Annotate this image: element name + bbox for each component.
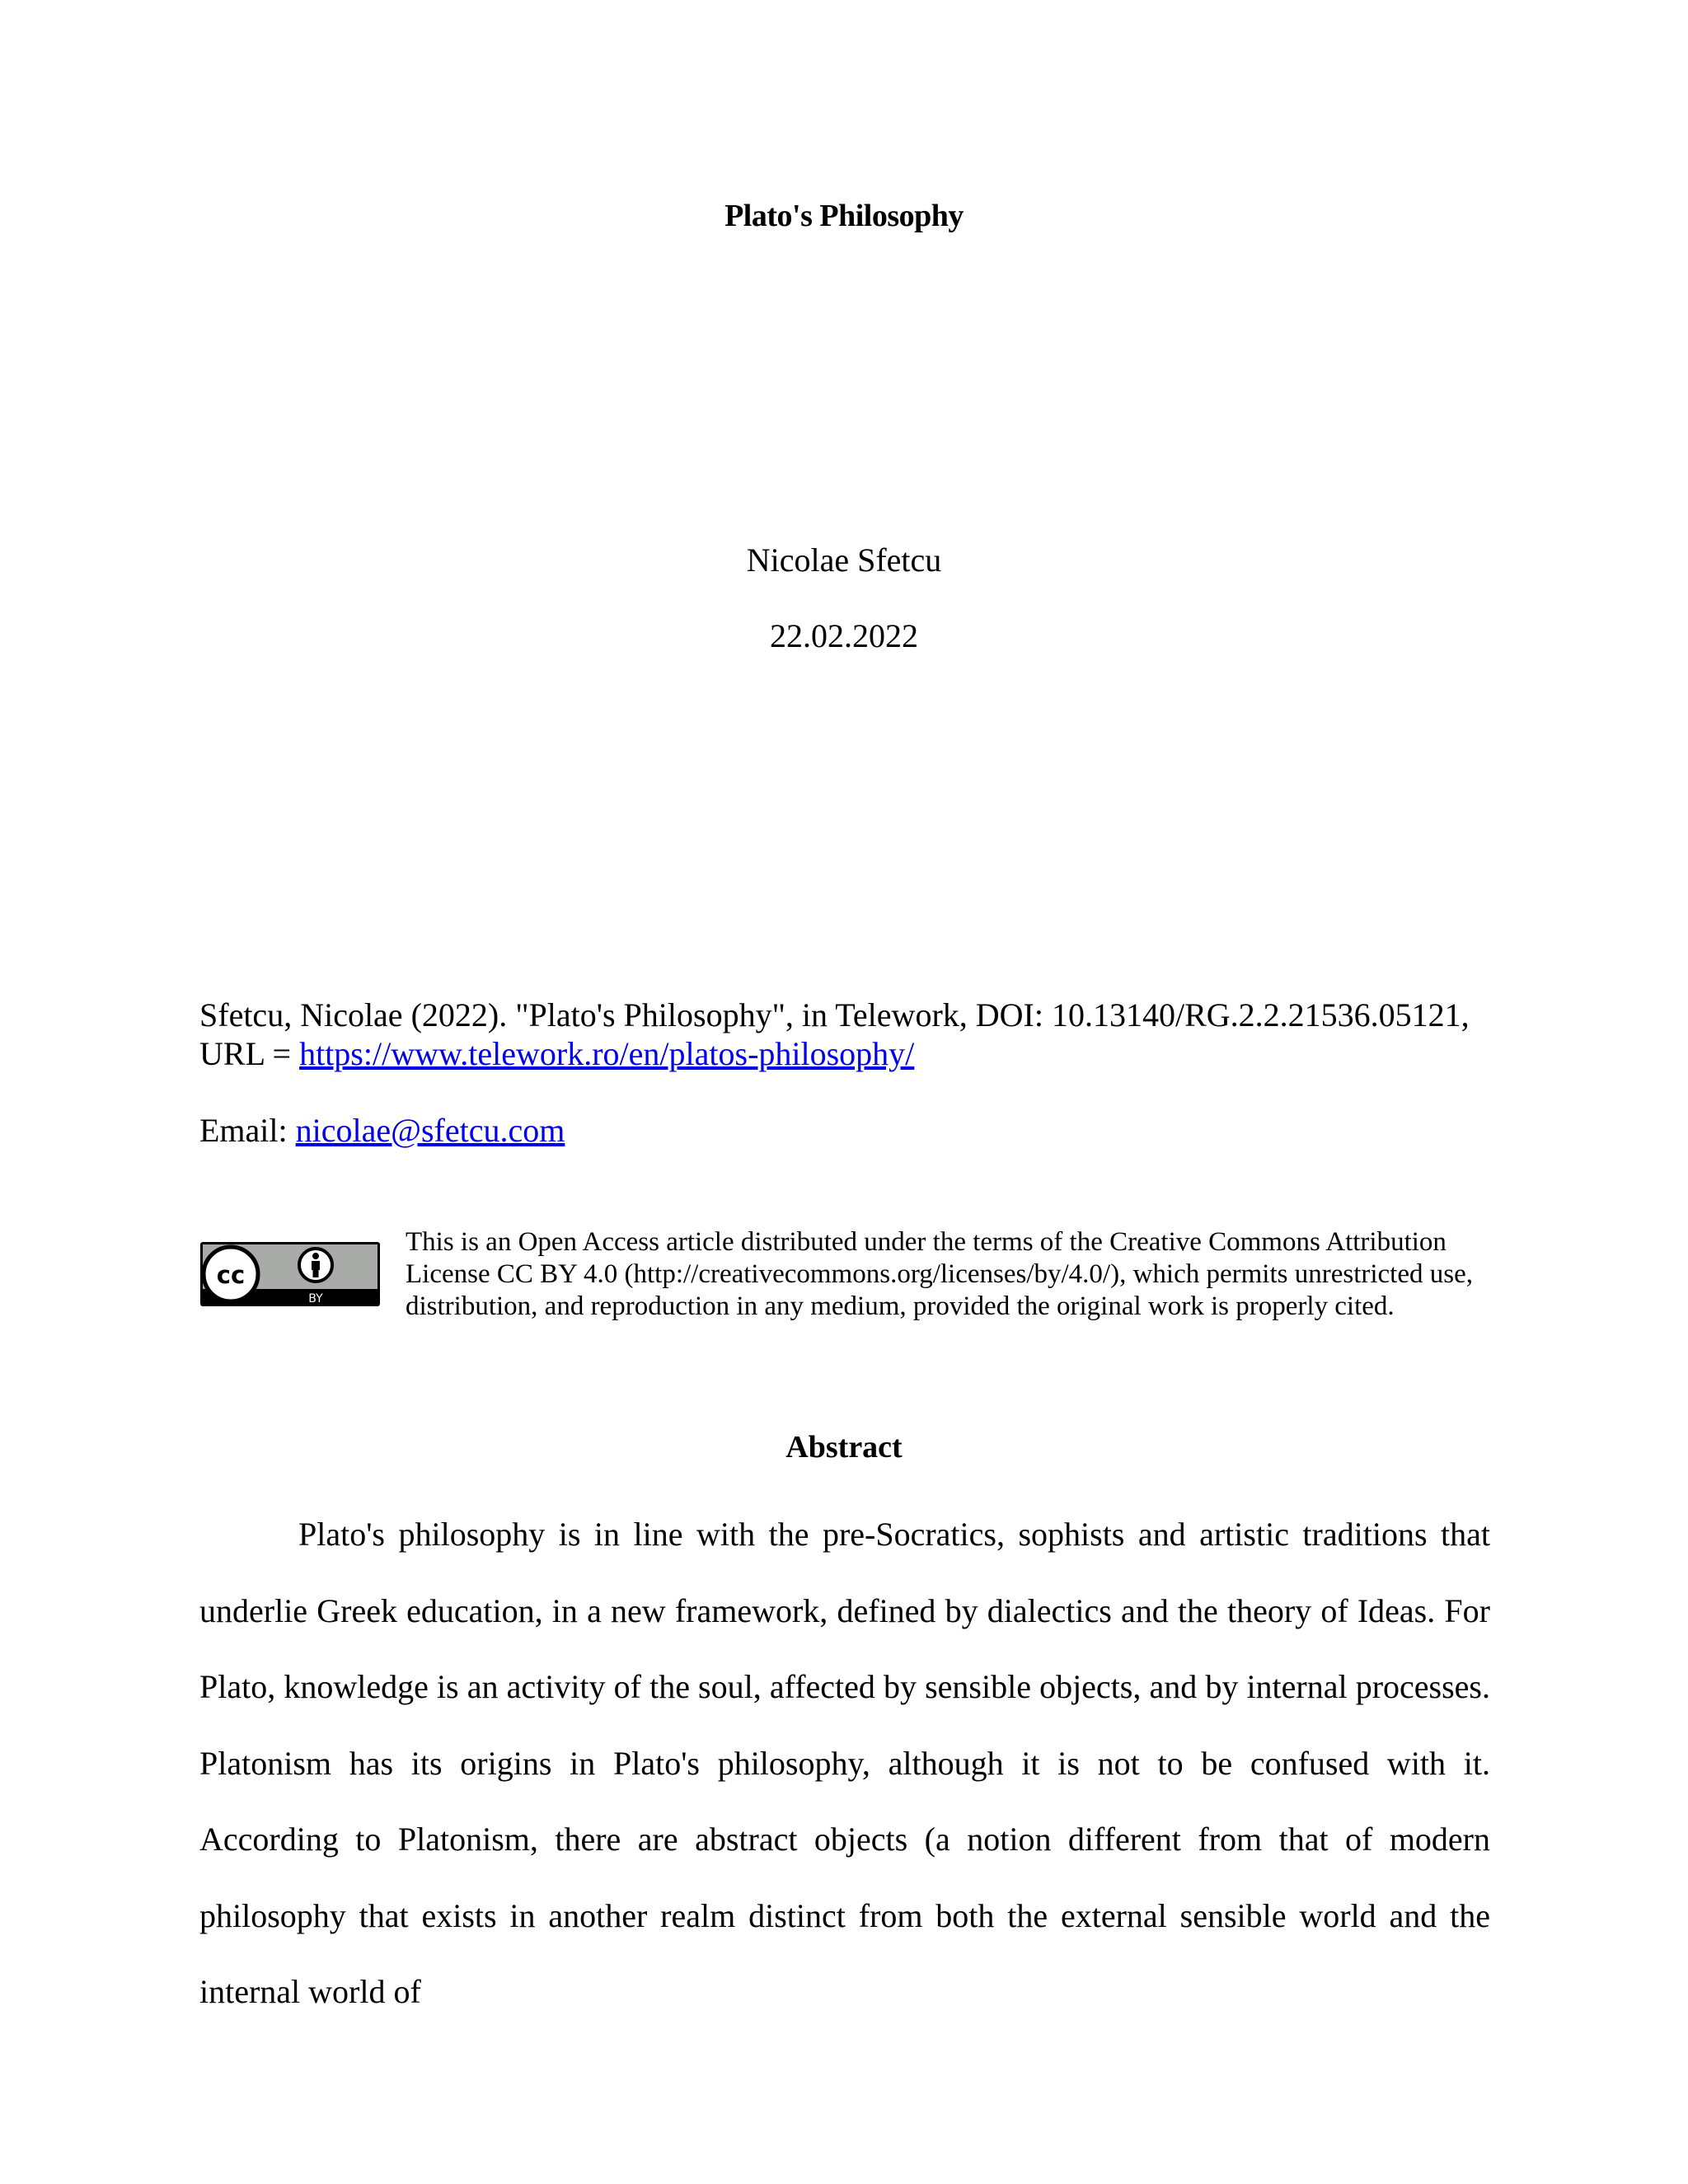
cc-icon: [204, 1247, 258, 1301]
citation-block: [199, 996, 1502, 1073]
author-name: Nicolae Sfetcu: [746, 541, 942, 579]
email-line: [199, 1111, 565, 1150]
abstract-paragraph: Plato's philosophy is in line with the pre-Socratics, sophists and artistic traditions that underlie Greek education, in a new framework, defined by dialectics and the theory of Ideas. For Plato, knowledge is an activity of the soul, affected by sensible objects, and by internal processes. Platonism has its origins in Plato's philosophy, although it is not to be confused with it. According to Platonism, there are abstract objects (a notion different from that of modern philosophy that exists in another realm distinct from both the external sensible world and the internal world of: [199, 1516, 1490, 2010]
abstract-heading: Abstract: [785, 1430, 903, 1465]
cc-by-label: BY: [308, 1292, 323, 1305]
license-notice: This is an Open Access article distributed under the terms of the Creative Commons Attribution License CC BY 4.0 (http://creativecommons.org/licenses/by/4.0/), which permits unrestricted use, distribution, and reproduction in any medium, provided the original work is properly cited.: [406, 1227, 1473, 1321]
email-label: Email:: [199, 1112, 296, 1149]
email-link[interactable]: nicolae@sfetcu.com: [295, 1112, 565, 1149]
publication-date: 22.02.2022: [770, 617, 918, 654]
document-title: Plato's Philosophy: [724, 199, 964, 233]
citation-url-link[interactable]: https://www.telework.ro/en/platos-philosophy/: [299, 1035, 915, 1072]
svg-text:cc: cc: [216, 1261, 246, 1289]
attribution-person-icon: [299, 1249, 332, 1282]
citation-text: Sfetcu, Nicolae (2022). "Plato's Philosophy", in Telework, DOI: 10.13140/RG.2.2.21536.05121, URL =: [199, 996, 1470, 1072]
cc-by-license-badge: [199, 1241, 381, 1307]
